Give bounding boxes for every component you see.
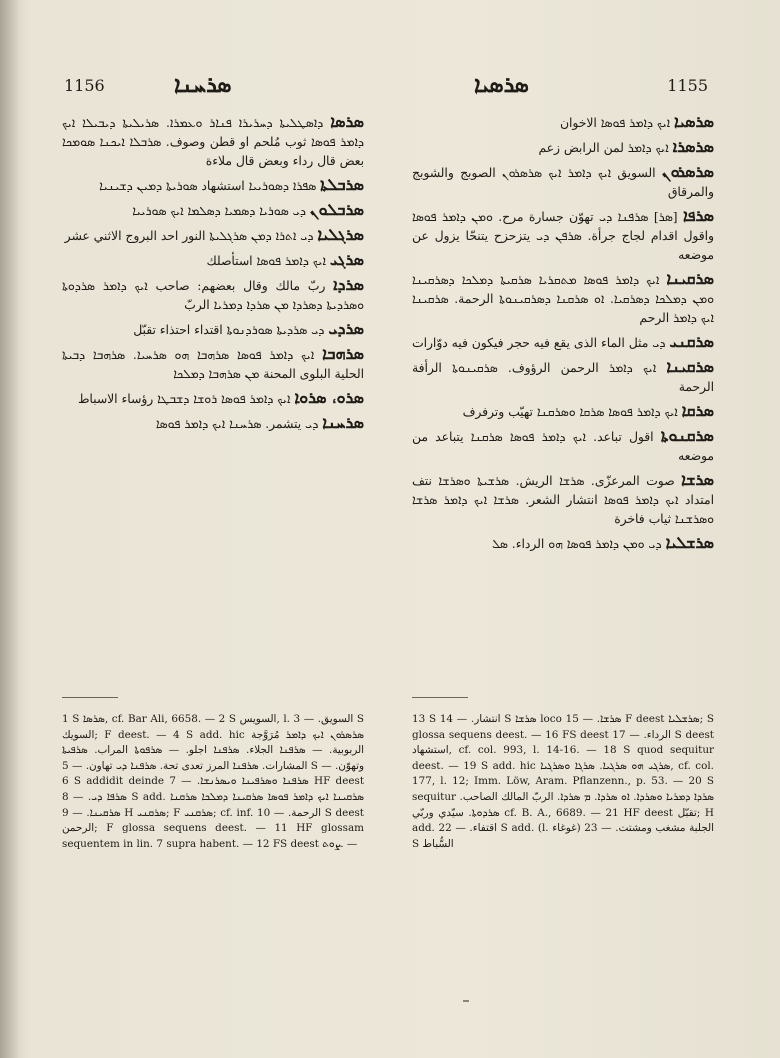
- right-running-headword: ܣܪܣܝܐ: [474, 72, 529, 98]
- entry-gloss: ܕܝ ܣܘܪܝܐ ܕܣܡܝܐ ܕܣܠܡܐ ܐܝܟ ܣܘܪܝܝܐ: [132, 204, 306, 218]
- dictionary-entry: [62, 413, 364, 434]
- entry-gloss: ܕܝ ܘܡܢ ܕܐܡܪ ܦܘܣܐ ܗܘ الرداء. ܣܠ: [491, 537, 662, 551]
- entry-headword: ܣܪܦܐ: [683, 206, 714, 225]
- entry-gloss: السويق ܐܝܟ ܕܐܡܪ ܐܝܟ ܣܪܣܪܘܢ الصوبج والشوبج والمرقاق: [412, 166, 714, 199]
- dictionary-entry: [62, 200, 364, 221]
- entry-headword: ܣܪܣܝܐ: [674, 112, 714, 131]
- entry-gloss: اقول تباعد. ܐܝܟ ܕܐܡܪ ܦܘܣܐ ܣܪܩܢܐ يتباعد من موضعه: [412, 430, 714, 463]
- entry-headword: ܣܪܩܝܢܐ: [666, 357, 714, 376]
- entry-headword: ܣܪܚܢܐ: [322, 413, 364, 432]
- right-dictionary-column: [412, 112, 714, 690]
- entry-headword: ܣܪܘ، ܣܪܘܐ: [294, 388, 364, 407]
- dictionary-entry: [62, 112, 364, 171]
- left-dictionary-column: [62, 112, 364, 690]
- entry-headword: ܣܪܣܪܘܢ: [661, 162, 714, 181]
- dictionary-entry: [412, 112, 714, 133]
- dictionary-entry: [412, 162, 714, 202]
- entry-headword: ܣܪܩܢܝ: [669, 332, 714, 351]
- entry-headword: ܣܪܩܐ: [681, 401, 714, 420]
- entry-gloss: صوت المرعزّى. ܣܪܫܐ الريش. ܣܪܫܝܬܐ ܘܣܪܫܐ نتف امتداد ܐܝܟ ܕܐܡܪ ܦܘܣܐ انتشار الشعر. ܣܪܫܐ ܐܝܟ ܕܐܡܪ ܣܪܫܐ ܘܣܪܫܢܐ ثياب فاخرة: [412, 474, 714, 526]
- entry-gloss: [ܣܪ] ܣܪܦܢܐ ܕܝ تهوّن جسارة مرح. ܘܡܢ ܕܐܡܪ ܦܘܣܐ واقول اقدام لجاج جرأة. ܣܪܦܢ ܕܝ يتزحزح يتنحّا يزول عن موضعه: [412, 210, 714, 262]
- dictionary-entry: [62, 250, 364, 271]
- entry-headword: ܣܪܫܐ: [681, 470, 714, 489]
- right-footnotes: 13 S انتشار. — 14 S ܣܪܫܐ loco ܣܪܫܐ. — 15 F deest ܣܪܫܠܝܐ; S glossa sequens deest. — 16 FS deest الرداء. — 17 S deest استشهاد, cf. col. 993, l. 14-16. — 18 S quod sequitur deest. — 19 S add. hic ܣܪܓܝ ܗܘ ܣܪܓܝܐ. ܣܪܓܐ ܘܣܪܓܝܐ, cf. col. 177, l. 12; Imm. Löw, Aram. Pflanzenn., p. 53. — 20 S sequitur ܣܪܕܐ ܕܡܪܝܐ ܘܣܪܕܐ. ܐܘ ܣܪܕܐ. ܡ ܣܪܕܐ. الربّ المالك الصاحب. ܣܪܕܘܬܐ. سيّدي وربّي cf. B. A., 6689. — 21 HF deest تقبّل; H add. اقتفاء. — 22 S add. (l. غوغاء) الجلبة مشغب ومشتت. — 23 S السُّباط: [412, 713, 714, 850]
- entry-gloss: ܕܐܣܛܠܝܬܐ ܕܚܪܝܪܐ ܦܢܐܪ ܘܥܡܪܐ. ܣܪܝܠܝܬܐ ܕܝܒܝܠܐ ܐܝܟ ܕܐܡܪ ܦܘܣܐ ثوب مُلحم او قطن وصوف. ܣܪܒܠܐ ܐܝܟܢܐ ܣܘܡܟܐ بعض قال رداء وبعض قال ملاءة: [62, 116, 364, 168]
- entry-headword: ܣܪܓܝ: [329, 250, 364, 269]
- entry-gloss: ܕܝ مثل الماء الذى يقع فيه حجر فيكون فيه دوّارات: [412, 336, 666, 350]
- entry-headword: ܣܪܣܪܐ: [672, 137, 714, 156]
- page-foot-mark: [463, 1000, 469, 1002]
- entry-headword: ܣܪܣܐ: [330, 112, 364, 131]
- dictionary-entry: [412, 357, 714, 397]
- entry-gloss: ܐܝܟ ܕܐܡܪ الرحمن الرؤوف. ܣܪܩܝܢܘܬܐ الرأفة الرحمة: [412, 361, 714, 394]
- right-page-number: 1155: [667, 76, 708, 95]
- dictionary-entry: [412, 332, 714, 353]
- dictionary-entry: [412, 137, 714, 158]
- right-footnote-rule: [412, 697, 468, 698]
- entry-headword: ܣܪܓܠܝܐ: [317, 225, 364, 244]
- left-footnote-rule: [62, 697, 118, 698]
- entry-gloss: ܣܦܪܐ ܕܣܘܪܝܝܐ استشهاد ܣܘܪܝܬܐ ܕܡܝܢ ܕܫܝܢܝܐ: [99, 179, 317, 193]
- dictionary-entry: [62, 275, 364, 315]
- entry-headword: ܣܪܗܒܐ: [322, 344, 364, 363]
- dictionary-entry: [412, 470, 714, 529]
- dictionary-entry: [412, 269, 714, 328]
- entry-gloss: ܐܝܟ ܕܐܡܪ ܦܘܣܐ ܪܘܫܐ ܕܫܒܛܐ رؤساء الاسباط: [78, 392, 291, 406]
- entry-gloss: ܐܝܟ ܕܐܡܪ ܦܘܣܐ استأصلك: [206, 254, 326, 268]
- entry-headword: ܣܪܕܝ: [328, 319, 364, 338]
- dictionary-entry: [62, 319, 364, 340]
- entry-gloss: ܕܝ يتشمر. ܣܪܚܢܐ ܐܝܟ ܕܐܡܪ ܦܘܣܐ: [155, 417, 319, 431]
- dictionary-entry: [412, 426, 714, 466]
- dictionary-entry: [412, 533, 714, 554]
- dictionary-entry: [62, 344, 364, 384]
- entry-headword: ܣܪܫܠܝܐ: [665, 533, 714, 552]
- dictionary-entry: [412, 401, 714, 422]
- book-binding-shadow: [0, 0, 18, 1058]
- left-running-headword: ܣܪܚܢܐ: [174, 72, 232, 98]
- entry-gloss: ܐܝܟ ܕܐܡܪ ܦܘܣܐ ܣܪܗܒܐ ܗܘ ܣܪܚܝܐ. ܣܪܗܒܐ ܕܒܝܬܐ الحلية البلوى المحنة ܡܢ ܣܪܗܒܐ ܕܡܠܟܐ: [62, 348, 364, 381]
- dictionary-entry: [62, 225, 364, 246]
- entry-gloss: ܐܝܟ ܕܐܡܪ ܦܘܣܐ ܡܬܩܪܝܐ ܣܪܩܝܬܐ ܕܡܠܟܐ ܕܣܪܩܝܢܐ ܘܡܢ ܕܡܠܟܐ ܕܣܪܩܝܐ. ܐܘ ܣܪܩܢܐ ܕܣܪܩܝܢܘܬܐ الرحمة. ܣܪܩܝܢܐ ܐܝܟ ܕܐܡܪ الرحم: [412, 273, 714, 325]
- entry-headword: ܣܪܩܢܘܬܐ: [660, 426, 714, 445]
- entry-headword: ܣܪܒܠܬܐ: [320, 175, 364, 194]
- left-page-number: 1156: [64, 76, 105, 95]
- entry-headword: ܣܪܒܠܘܢ: [309, 200, 364, 219]
- entry-headword: ܣܪܕܐ: [333, 275, 364, 294]
- page-header: [64, 72, 708, 102]
- entry-gloss: ܕܝ ܐܬܪܐ ܕܡܢ ܣܪܓܠܝܬܐ النور احد البروج الاثني عشر: [64, 229, 314, 243]
- entry-gloss: ܐܝܟ ܕܐܡܪ ܦܘܣܐ الاخوان: [559, 116, 671, 130]
- dictionary-entry: [412, 206, 714, 265]
- left-footnotes: 1 S ܣܪܣܐ, cf. Bar Ali, 6658. — 2 S السويس, l. السويق. — 3 S السويك; F deest. — 4 S add. hic ܣܪܣܪܘܢ ܐܝܟ ܕܐܡܪ مُرَوَّجة الربوبية. — ܣܪܦܢܐ الجلاء. ܣܪܦܢܐ اجلو. — ܣܪܦܘܬܐ المراب. ܣܪܦܝܬܐ المشارات. ܣܪܦܢܐ المرز تعدى تحة. ܣܪܦܢܐ ܕܝ تهاون. — 5 S وتهوّن. — 6 S addidit deinde ܣܪܦܢܐ ܘܣܪܦܝܢܐ ܘܝܣܪܢܫܐ. — 7 HF deest ܣܪܦܐ ܕܝ. — 8 S add. ܣܪܩܝܢܐ ܐܝܟ ܕܐܡܪ ܦܘܣܐ ܣܪܩܝܢܐ ܕܡܠܟܐ ܣܪܩܢܐ ܣܪܩܝܢܐ. — 9 H ܣܪܩܢܝ; F ܣܪܩܢܝ; cf. inf. الرحمة. — 10 S deest الرحمن; F glossa sequens deest. — 11 HF glossam sequentem in lin. 7 supra habent. — 12 FS deest ܨܘܬ. —: [62, 713, 364, 850]
- dictionary-entry: [62, 388, 364, 409]
- entry-gloss: ربّ مالك وقال بعضهم: صاحب ܐܝܟ ܕܐܡܪ ܣܪܕܘܬܐ ܘܣܪܕܝܬܐ ܕܣܪܕܐ ܡܢ ܣܪܕܐ ܕܡܪܝܐ الربّ: [62, 279, 364, 312]
- entry-gloss: ܐܝܟ ܕܐܡܪ لمن الرابض زعم: [538, 141, 669, 155]
- entry-headword: ܣܪܩܝܢܐ: [666, 269, 714, 288]
- entry-gloss: ܐܝܟ ܕܐܡܪ ܦܘܣܐ ܣܪܩܐ ܘܣܪܩܢܐ تهيّب وترفرف: [462, 405, 678, 419]
- dictionary-entry: [62, 175, 364, 196]
- entry-gloss: ܕܝ ܣܪܕܝܬܐ ܣܘܪܕܢܘܬܐ اقتداء احتذاء تقبّل: [133, 323, 325, 337]
